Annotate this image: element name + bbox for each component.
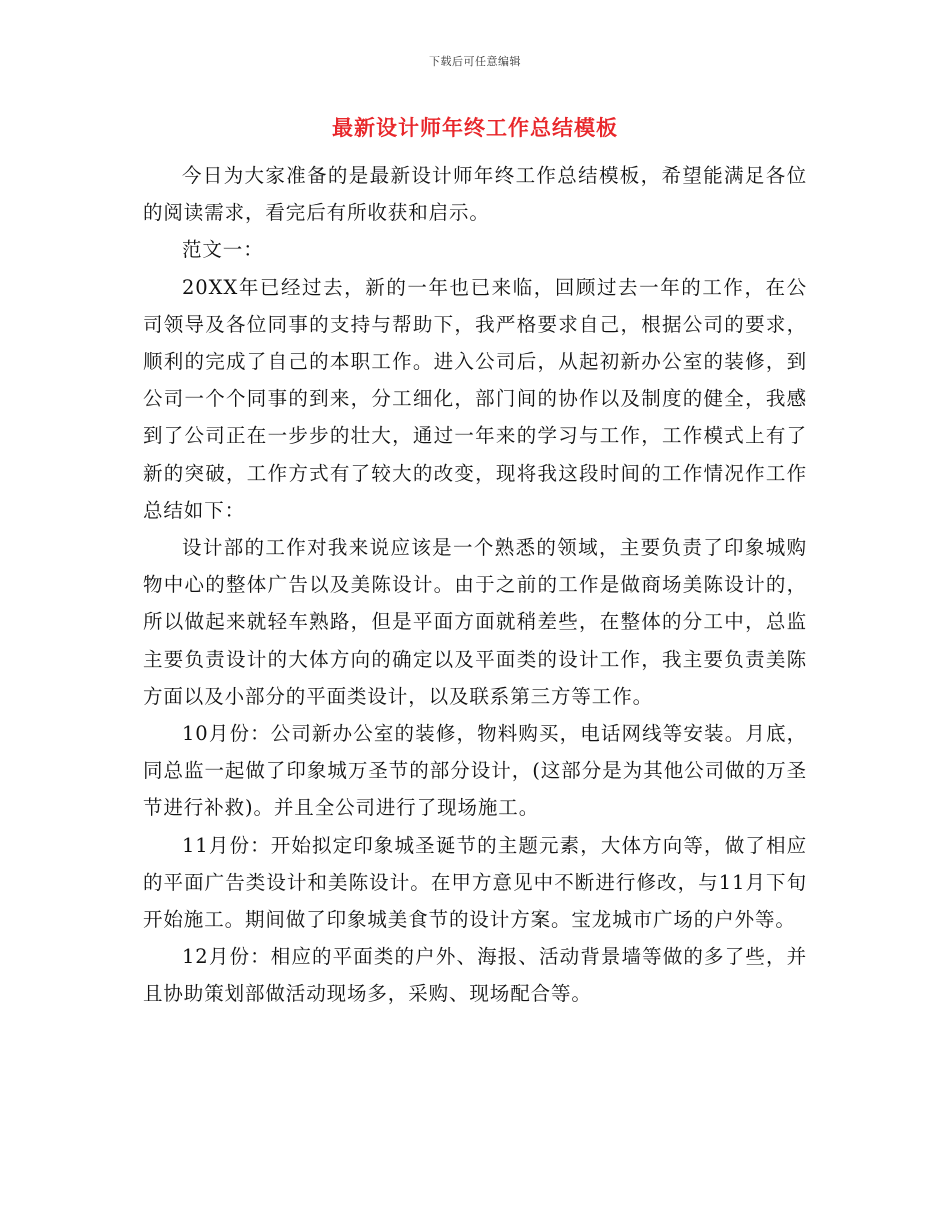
paragraph-review: 20XX年已经过去，新的一年也已来临，回顾过去一年的工作，在公司领导及各位同事的支持与帮助下，我严格要求自己，根据公司的要求，顺利的完成了自己的本职工作。进入公司后，从起初新办公室的装修，到公司一个个同事的到来，分工细化，部门间的协作以及制度的健全，我感到了公司正在一步步的壮大，通过一年来的学习与工作，工作模式上有了新的突破，工作方式有了较大的改变，现将我这段时间的工作情况作工作总结如下： [143, 275, 807, 522]
paragraph-intro: 今日为大家准备的是最新设计师年终工作总结模板，希望能满足各位的阅读需求，看完后有所收获和启示。 [143, 164, 807, 225]
paragraph-december: 12月份：相应的平面类的户外、海报、活动背景墙等做的多了些，并且协助策划部做活动现场多，采购、现场配合等。 [143, 945, 807, 1006]
document-body [143, 157, 807, 1013]
paragraph-october: 10月份：公司新办公室的装修，物料购买，电话网线等安装。月底，同总监一起做了印象城万圣节的部分设计，(这部分是为其他公司做的万圣节进行补救)。并且全公司进行了现场施工。 [143, 722, 807, 820]
paragraph-responsibilities: 设计部的工作对我来说应该是一个熟悉的领域，主要负责了印象城购物中心的整体广告以及美陈设计。由于之前的工作是做商场美陈设计的，所以做起来就轻车熟路，但是平面方面就稍差些，在整体的分工中，总监主要负责设计的大体方向的确定以及平面类的设计工作，我主要负责美陈方面以及小部分的平面类设计，以及联系第三方等工作。 [143, 536, 807, 708]
document-title: 最新设计师年终工作总结模板 [332, 116, 618, 140]
paragraph-november: 11月份：开始拟定印象城圣诞节的主题元素，大体方向等，做了相应的平面广告类设计和美陈设计。在甲方意见中不断进行修改，与11月下旬开始施工。期间做了印象城美食节的设计方案。宝龙城市广场的户外等。 [143, 833, 807, 932]
paragraph-sample-label: 范文一： [182, 238, 264, 262]
header-note: 下载后可任意编辑 [429, 55, 521, 68]
